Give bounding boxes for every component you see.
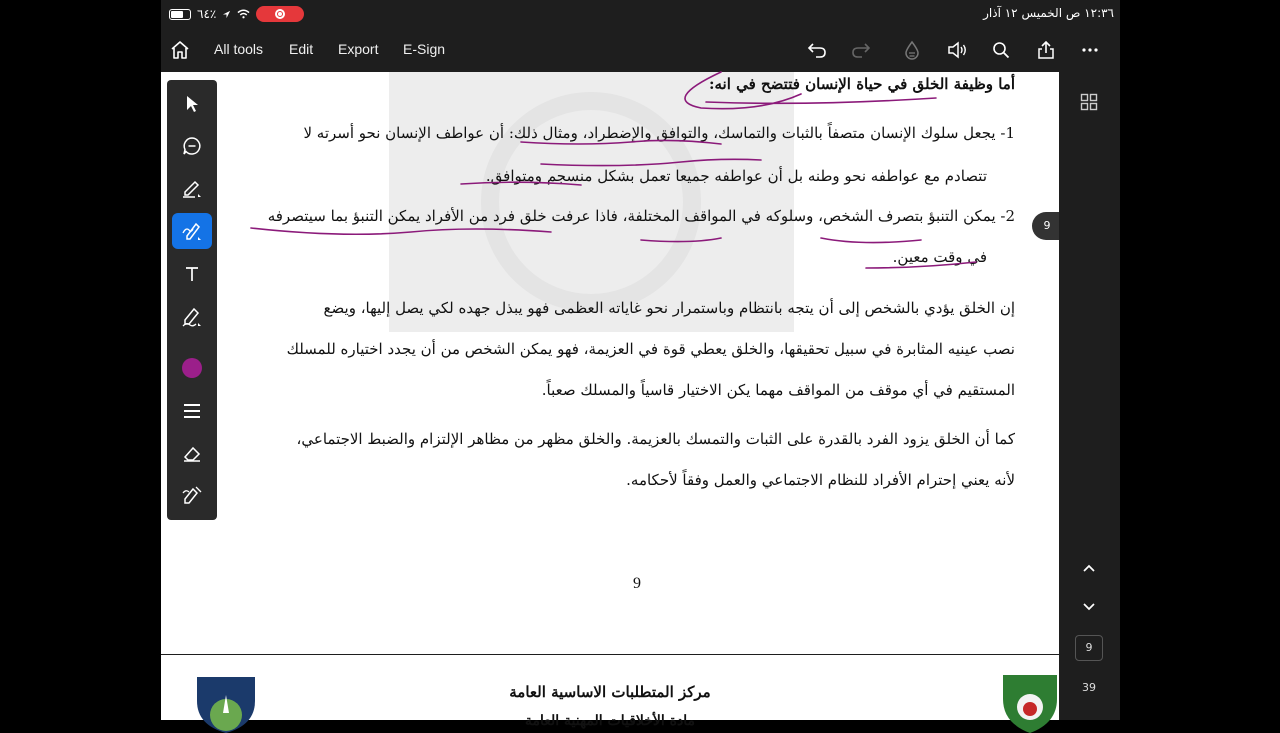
document-page bbox=[161, 72, 1059, 654]
footer-subtitle: مادة الأخلاقيات المهنية العامة bbox=[524, 713, 696, 729]
paragraph-1-line-2: تتصادم مع عواطفه نحو وطنه بل أن عواطفه جميعا تعمل بشكل منسجم ومتوافق. bbox=[485, 167, 987, 185]
paragraph-4-line-1: كما أن الخلق يزود الفرد بالقدرة على الثبات والتمسك بالعزيمة. والخلق مظهر من مظاهر الإلتزام والضبط الاجتماعي، bbox=[296, 430, 1015, 448]
signature-icon[interactable] bbox=[172, 299, 212, 335]
status-bar bbox=[161, 0, 1120, 28]
app-screen bbox=[161, 0, 1120, 729]
paragraph-4-line-2: لأنه يعني إحترام الأفراد للنظام الاجتماعي والعمل وفقاً لأحكامه. bbox=[626, 471, 1015, 489]
all-tools-button[interactable]: All tools bbox=[214, 41, 264, 57]
top-toolbar bbox=[161, 28, 1120, 72]
total-pages: 39 bbox=[1082, 681, 1096, 694]
paragraph-1-line-1: 1- يجعل سلوك الإنسان متصفاً بالثبات والتماسك، والتوافق والإضطراد، ومثال ذلك: أن عواطف الإنسان نحو أسرته لا bbox=[303, 124, 1015, 142]
battery-percent: ٦٤٪ bbox=[197, 7, 217, 21]
stroke-width-icon[interactable] bbox=[172, 393, 212, 429]
more-icon[interactable] bbox=[1078, 38, 1102, 62]
share-icon[interactable] bbox=[1034, 38, 1058, 62]
more-draw-icon[interactable] bbox=[172, 477, 212, 513]
esign-button[interactable]: E-Sign bbox=[403, 41, 446, 57]
read-aloud-icon[interactable] bbox=[945, 38, 969, 62]
section-heading: أما وظيفة الخلق في حياة الإنسان فتتضح في انه: bbox=[708, 75, 1015, 93]
chevron-down-icon[interactable] bbox=[1077, 595, 1101, 619]
paragraph-3-line-1: إن الخلق يؤدي بالشخص إلى أن يتجه بانتظام وباستمرار نحو غاياته العظمى فهو يبذل جهده لكي يصل إليها، ويضع bbox=[323, 299, 1015, 317]
thumbnails-icon[interactable] bbox=[1077, 90, 1101, 114]
comment-icon[interactable] bbox=[172, 128, 212, 164]
draw-icon[interactable] bbox=[172, 213, 212, 249]
highlight-icon[interactable] bbox=[172, 170, 212, 206]
edit-button[interactable]: Edit bbox=[289, 41, 314, 57]
screen-record-indicator[interactable] bbox=[256, 6, 304, 22]
search-icon[interactable] bbox=[989, 38, 1013, 62]
status-time-date: ١٢:٣٦ ص الخميس ١٢ آذار bbox=[983, 6, 1114, 20]
chevron-up-icon[interactable] bbox=[1077, 556, 1101, 580]
color-icon[interactable] bbox=[900, 38, 924, 62]
current-page-box[interactable]: 9 bbox=[1075, 635, 1103, 661]
paragraph-2-line-1: 2- يمكن التنبؤ بتصرف الشخص، وسلوكه في المواقف المختلفة، فاذا عرفت خلق فرد من الأفراد يمكن التنبؤ بما سيتصرفه bbox=[267, 207, 1015, 225]
color-dot-icon[interactable] bbox=[172, 350, 212, 386]
right-rail bbox=[1059, 72, 1120, 720]
paragraph-3-line-2: نصب عينيه المثابرة في سبيل تحقيقها، والخلق يعطي قوة في العزيمة، فهو يمكن الشخص من أن يجدد اختياره للمسلك bbox=[286, 340, 1015, 358]
watermark bbox=[389, 72, 794, 332]
paragraph-2-line-2: في وقت معين. bbox=[892, 248, 987, 266]
text-icon[interactable] bbox=[172, 256, 212, 292]
page-indicator-tab[interactable]: 9 bbox=[1032, 212, 1062, 240]
select-icon[interactable] bbox=[172, 86, 212, 122]
undo-icon[interactable] bbox=[805, 38, 829, 62]
battery-icon bbox=[169, 9, 191, 20]
home-icon[interactable] bbox=[168, 38, 192, 62]
record-icon bbox=[275, 9, 285, 19]
page-number: 9 bbox=[633, 575, 641, 592]
draw-tool-palette bbox=[167, 80, 217, 520]
paragraph-3-line-3: المستقيم في أي موقف من المواقف مهما يكن الاختيار قاسياً والمسلك صعباً. bbox=[541, 381, 1015, 399]
status-left bbox=[169, 6, 304, 22]
footer-title: مركز المتطلبات الاساسية العامة bbox=[509, 683, 711, 701]
redo-icon[interactable] bbox=[849, 38, 873, 62]
document-page-2 bbox=[161, 655, 1059, 729]
export-button[interactable]: Export bbox=[338, 41, 379, 57]
location-icon bbox=[222, 10, 231, 19]
eraser-icon[interactable] bbox=[172, 436, 212, 472]
wifi-icon bbox=[237, 9, 250, 19]
